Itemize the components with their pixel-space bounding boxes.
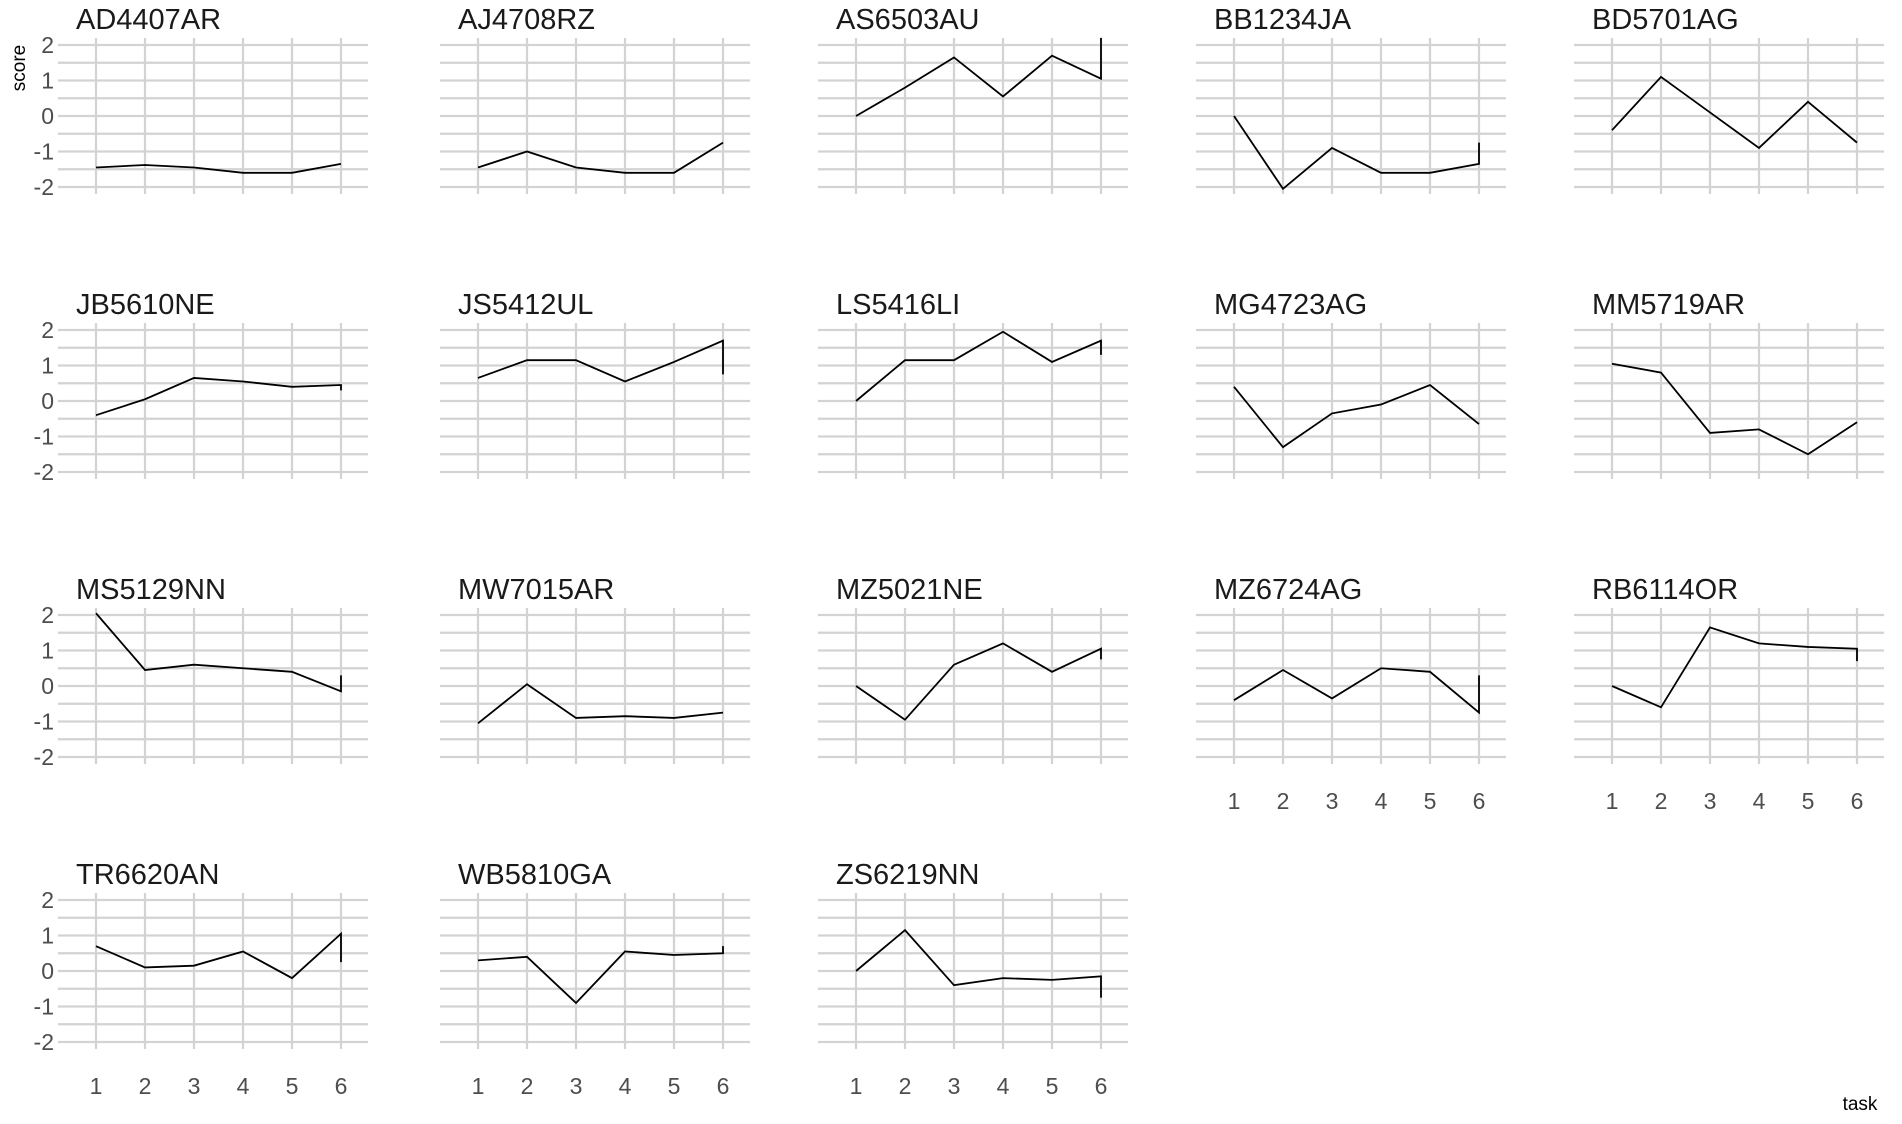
x-tick-label: 5: [667, 1073, 681, 1099]
x-tick-label: 6: [716, 1073, 730, 1099]
y-tick-label: -1: [33, 708, 54, 735]
series-line-zs6219nn: [856, 930, 1101, 997]
x-tick-label: 2: [1276, 788, 1290, 814]
facet-panel-as6503au: [818, 4, 1128, 194]
x-tick-label: 2: [1654, 788, 1668, 814]
facet-panel-tr6620an: [34, 859, 368, 1099]
x-tick-label: 1: [849, 1073, 863, 1099]
y-tick-label: 2: [41, 32, 54, 58]
facet-panel-mz6724ag: [1196, 574, 1506, 814]
facet-title: MZ6724AG: [1214, 574, 1363, 606]
facet-title: BD5701AG: [1592, 4, 1739, 36]
x-tick-label: 5: [1423, 788, 1437, 814]
x-tick-label: 4: [996, 1073, 1010, 1099]
facet-panel-aj4708rz: [440, 4, 750, 194]
facet-panel-ls5416li: [818, 289, 1128, 479]
series-line-mz5021ne: [856, 643, 1101, 719]
facet-panel-js5412ul: [440, 289, 750, 479]
facet-title: RB6114OR: [1592, 574, 1739, 606]
y-tick-label: 0: [41, 388, 54, 414]
facet-title: WB5810GA: [458, 859, 612, 891]
series-line-bd5701ag: [1612, 77, 1857, 148]
series-line-mz6724ag: [1234, 668, 1479, 712]
facet-panel-bd5701ag: [1574, 4, 1884, 194]
x-tick-label: 6: [1472, 788, 1486, 814]
x-tick-label: 1: [1605, 788, 1619, 814]
y-tick-label: -2: [33, 1029, 54, 1055]
facet-panel-zs6219nn: [818, 859, 1128, 1099]
x-tick-label: 4: [1752, 788, 1766, 814]
facet-title: AJ4708RZ: [458, 4, 596, 36]
facet-title: AD4407AR: [76, 4, 222, 36]
x-tick-label: 5: [1045, 1073, 1059, 1099]
facet-title: LS5416LI: [836, 289, 961, 321]
y-tick-label: 0: [41, 958, 54, 984]
series-line-mm5719ar: [1612, 364, 1857, 455]
facet-title: BB1234JA: [1214, 4, 1352, 36]
x-tick-label: 3: [947, 1073, 961, 1099]
facet-panel-bb1234ja: [1196, 4, 1506, 194]
y-tick-label: -2: [33, 174, 54, 200]
facet-panel-mg4723ag: [1196, 289, 1506, 479]
x-tick-label: 1: [89, 1073, 103, 1099]
facet-panel-rb6114or: [1574, 574, 1884, 814]
facet-panels: [34, 4, 1884, 1099]
y-tick-label: -1: [33, 423, 54, 450]
x-tick-label: 5: [285, 1073, 299, 1099]
y-tick-label: -1: [33, 993, 54, 1020]
x-tick-label: 3: [187, 1073, 201, 1099]
facet-title: MW7015AR: [458, 574, 615, 606]
y-axis-title: score: [9, 44, 30, 92]
facet-title: JB5610NE: [76, 289, 215, 321]
facet-panel-mz5021ne: [818, 574, 1128, 764]
y-tick-label: 0: [41, 103, 54, 129]
facet-panel-ms5129nn: [34, 574, 368, 770]
x-tick-label: 1: [1227, 788, 1241, 814]
facet-panel-mm5719ar: [1574, 289, 1884, 479]
facet-title: AS6503AU: [836, 4, 980, 36]
y-tick-label: 1: [41, 922, 54, 949]
series-line-wb5810ga: [478, 946, 723, 1003]
x-tick-label: 6: [1850, 788, 1864, 814]
x-tick-label: 3: [1703, 788, 1717, 814]
y-tick-label: 1: [41, 352, 54, 379]
x-tick-label: 3: [1325, 788, 1339, 814]
x-tick-label: 2: [898, 1073, 912, 1099]
facet-panel-wb5810ga: [440, 859, 750, 1099]
x-tick-label: 1: [471, 1073, 485, 1099]
x-tick-label: 2: [138, 1073, 152, 1099]
facet-title: MZ5021NE: [836, 574, 983, 606]
y-tick-label: -2: [33, 459, 54, 485]
series-line-as6503au: [856, 38, 1101, 116]
x-tick-label: 6: [1094, 1073, 1108, 1099]
y-tick-label: -1: [33, 138, 54, 165]
x-tick-label: 3: [569, 1073, 583, 1099]
facet-title: ZS6219NN: [836, 859, 980, 891]
y-tick-label: 1: [41, 637, 54, 664]
y-tick-label: 0: [41, 673, 54, 699]
x-axis-title: task: [1842, 1094, 1878, 1115]
facet-panel-jb5610ne: [34, 289, 368, 485]
x-tick-label: 2: [520, 1073, 534, 1099]
y-tick-label: 2: [41, 317, 54, 343]
facet-title: JS5412UL: [458, 289, 594, 321]
facet-panel-mw7015ar: [440, 574, 750, 764]
y-tick-label: 2: [41, 602, 54, 628]
facet-panel-ad4407ar: [34, 4, 368, 200]
x-tick-label: 5: [1801, 788, 1815, 814]
series-line-ms5129nn: [96, 613, 341, 691]
x-tick-label: 4: [618, 1073, 632, 1099]
y-tick-label: 1: [41, 67, 54, 94]
x-tick-label: 6: [334, 1073, 348, 1099]
y-tick-label: -2: [33, 744, 54, 770]
facet-title: MM5719AR: [1592, 289, 1746, 321]
y-tick-label: 2: [41, 887, 54, 913]
x-tick-label: 4: [1374, 788, 1388, 814]
facet-title: TR6620AN: [76, 859, 220, 891]
series-line-mg4723ag: [1234, 385, 1479, 447]
facet-title: MG4723AG: [1214, 289, 1368, 321]
facet-title: MS5129NN: [76, 574, 226, 606]
x-tick-label: 4: [236, 1073, 250, 1099]
